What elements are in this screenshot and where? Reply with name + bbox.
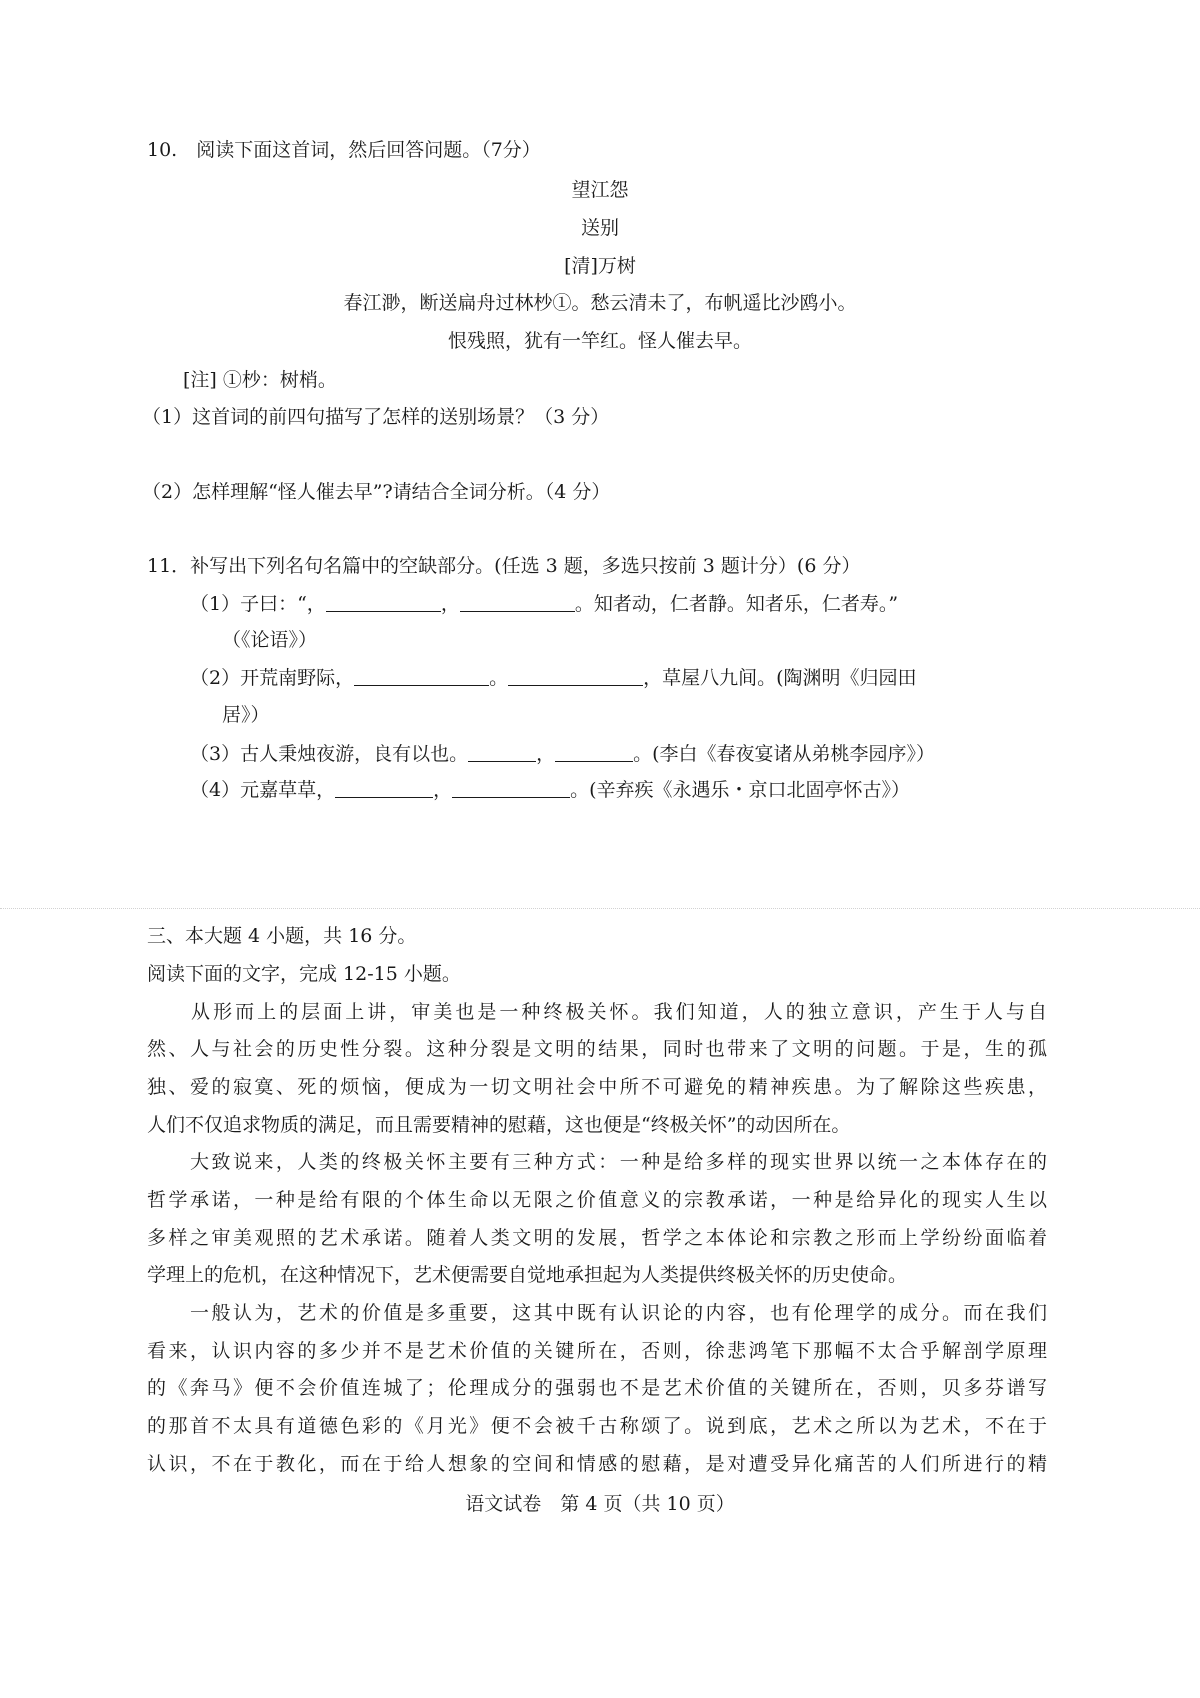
q11-stem: 11．补写出下列名句名篇中的空缺部分。(任选 3 题，多选只按前 3 题计分）(6 分） xyxy=(147,555,861,577)
fill-item-cont: （《论语》） xyxy=(222,629,318,651)
fill-item xyxy=(190,740,935,768)
passage-line: 一般认为，艺术的价值是多重要，这其中既有认识论的内容，也有伦理学的成分。而在我们 xyxy=(147,1302,1047,1324)
answer-blank[interactable] xyxy=(508,665,643,686)
fill-item xyxy=(190,590,898,618)
poem-line: 恨残照，犹有一竿红。怪人催去早。 xyxy=(447,330,752,352)
passage-line: 独、爱的寂寞、死的烦恼，便成为一切文明社会中所不可避免的精神疾患。为了解除这些疾患， xyxy=(147,1076,1047,1098)
fill-prefix: （1）子曰：“， xyxy=(190,593,326,615)
passage-line: 人们不仅追求物质的满足，而且需要精神的慰藉，这也便是“终极关怀”的动因所在。 xyxy=(147,1114,851,1136)
answer-blank[interactable] xyxy=(555,741,633,762)
answer-blank[interactable] xyxy=(452,777,570,798)
passage-line: 从形而上的层面上讲，审美也是一种终极关怀。我们知道，人的独立意识，产生于人与自 xyxy=(147,1001,1047,1023)
fill-mid: ， xyxy=(433,779,453,801)
fill-suffix: 。(李白《春夜宴诸从弟桃李园序》） xyxy=(633,743,936,765)
q10-stem: 10. 阅读下面这首词，然后回答问题。（7分） xyxy=(147,139,541,161)
q10-sub2: （2）怎样理解“怪人催去早”?请结合全词分析。（4 分） xyxy=(142,481,611,503)
fill-prefix: （2）开荒南野际， xyxy=(190,667,355,689)
answer-blank[interactable] xyxy=(335,777,433,798)
poem-title: 望江怨 xyxy=(571,179,629,201)
fill-suffix: 。(辛弃疾《永遇乐・京口北固亭怀古》） xyxy=(570,779,911,801)
fill-suffix: ，草屋八九间。(陶渊明《归园田 xyxy=(643,667,917,689)
passage-line: 的《奔马》便不会价值连城了；伦理成分的强弱也不是艺术价值的关键所在，否则，贝多芬谱写 xyxy=(147,1377,1047,1399)
answer-blank[interactable] xyxy=(354,665,489,686)
passage-line: 大致说来，人类的终极关怀主要有三种方式：一种是给多样的现实世界以统一之本体存在的 xyxy=(147,1151,1047,1173)
fill-item-cont: 居》） xyxy=(222,704,270,726)
fill-item xyxy=(190,776,910,804)
passage-line: 多样之审美观照的艺术承诺。随着人类文明的发展，哲学之本体论和宗教之形而上学纷纷面临着 xyxy=(147,1227,1047,1249)
section-instruction: 阅读下面的文字，完成 12-15 小题。 xyxy=(147,963,461,985)
page-footer: 语文试卷 第 4 页（共 10 页） xyxy=(465,1493,735,1515)
fill-mid: ， xyxy=(440,593,460,615)
passage-line: 的那首不太具有道德色彩的《月光》便不会被千古称颂了。说到底，艺术之所以为艺术，不在于 xyxy=(147,1415,1047,1437)
section-heading: 三、本大题 4 小题，共 16 分。 xyxy=(147,925,417,947)
fill-suffix: 。知者动，仁者静。知者乐，仁者寿。” xyxy=(574,593,899,615)
poem-line: 春江渺，断送扁舟过林杪①。愁云清未了，布帆遥比沙鸥小。 xyxy=(343,292,857,314)
poem-subtitle: 送别 xyxy=(580,217,619,239)
passage-line: 然、人与社会的历史性分裂。这种分裂是文明的结果，同时也带来了文明的问题。于是，生的孤 xyxy=(147,1038,1047,1060)
fill-mid: 。 xyxy=(489,667,509,689)
q10-sub1: （1）这首词的前四句描写了怎样的送别场景？（3 分） xyxy=(142,406,610,428)
fill-prefix: （4）元嘉草草， xyxy=(190,779,336,801)
page-break-divider xyxy=(0,908,1200,909)
passage-line: 学理上的危机，在这种情况下，艺术便需要自觉地承担起为人类提供终极关怀的历史使命。 xyxy=(147,1264,908,1286)
passage-line: 哲学承诺，一种是给有限的个体生命以无限之价值意义的宗教承诺，一种是给异化的现实人生以 xyxy=(147,1189,1047,1211)
passage-line: 看来，认识内容的多少并不是艺术价值的关键所在，否则，徐悲鸿笔下那幅不太合乎解剖学原理 xyxy=(147,1340,1047,1362)
fill-item xyxy=(190,664,917,692)
answer-blank[interactable] xyxy=(468,741,536,762)
answer-blank[interactable] xyxy=(460,591,575,612)
poem-author: [清]万树 xyxy=(564,255,636,277)
fill-prefix: （3）古人秉烛夜游，良有以也。 xyxy=(190,743,469,765)
poem-note: [注] ①杪：树梢。 xyxy=(183,369,337,391)
passage-line: 认识，不在于教化，而在于给人想象的空间和情感的慰藉，是对遭受异化痛苦的人们所进行的精 xyxy=(147,1453,1047,1475)
fill-mid: ， xyxy=(536,743,556,765)
answer-blank[interactable] xyxy=(326,591,441,612)
